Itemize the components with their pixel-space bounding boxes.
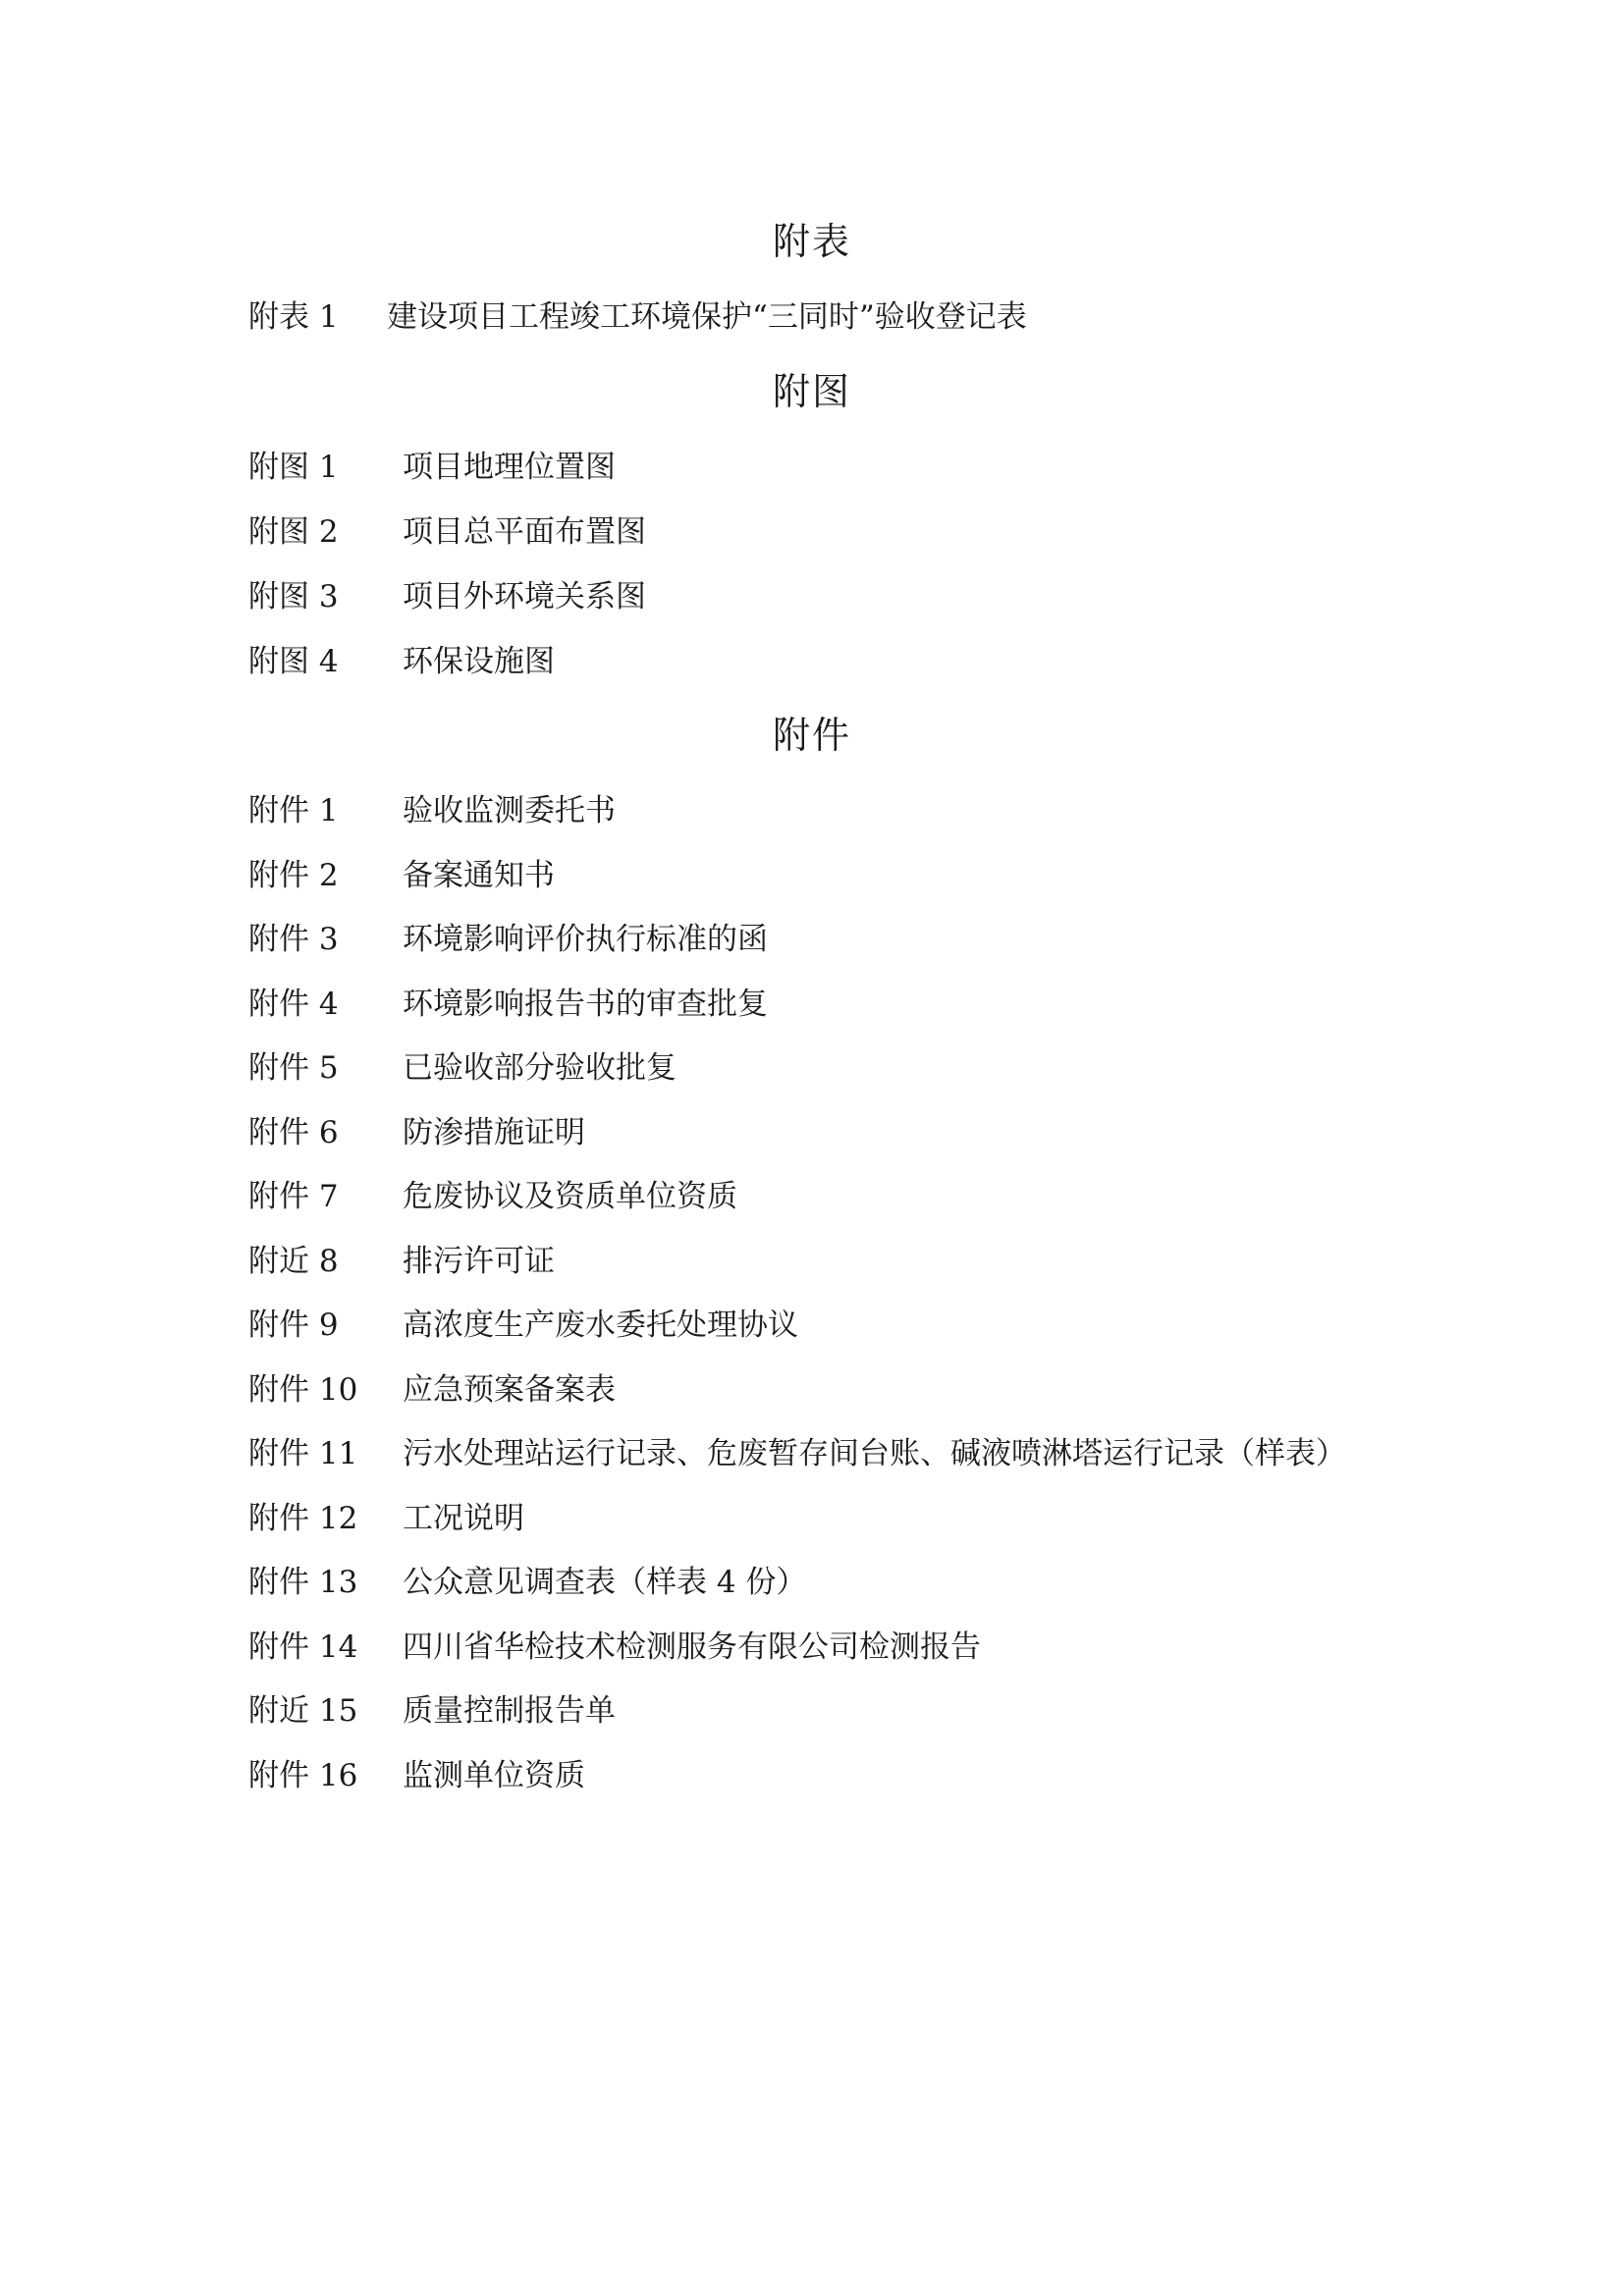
figure-entry (248, 642, 1584, 681)
entry-text: 环保设施图 (403, 644, 555, 679)
attachment-entry (248, 1691, 1584, 1731)
entry-text: 工况说明 (403, 1501, 524, 1536)
attachment-entry (248, 920, 1584, 959)
entry-label: 附件 16 (248, 1758, 358, 1793)
entry-label: 附件 9 (248, 1308, 339, 1343)
entry-text: 备案通知书 (403, 858, 555, 893)
entry-label: 附图 4 (248, 644, 339, 679)
entry-label: 附近 15 (248, 1693, 358, 1729)
attachment-entry (248, 1756, 1584, 1795)
section-title-tables: 附表 (772, 220, 851, 263)
figure-entry (248, 448, 1584, 487)
entry-text: 危废协议及资质单位资质 (403, 1179, 737, 1214)
entry-label: 附图 1 (248, 450, 339, 485)
attachment-entry (248, 1048, 1584, 1088)
entry-label: 附件 3 (248, 922, 339, 957)
attachment-entry (248, 791, 1584, 830)
entry-label: 附件 14 (248, 1629, 358, 1665)
entry-label: 附件 4 (248, 987, 339, 1022)
entry-text: 项目总平面布置图 (403, 514, 646, 550)
entry-text: 项目外环境关系图 (403, 579, 646, 614)
attachment-entry (248, 1113, 1584, 1152)
entry-label: 附件 2 (248, 858, 339, 893)
attachment-entry (248, 1370, 1584, 1410)
entry-label: 附件 13 (248, 1565, 358, 1600)
entry-text: 环境影响报告书的审查批复 (403, 987, 768, 1022)
attachment-entry (248, 1242, 1584, 1281)
attachment-entry (248, 985, 1584, 1024)
entry-text: 污水处理站运行记录、危废暂存间台账、碱液喷淋塔运行记录（样表） (403, 1436, 1346, 1471)
entry-text: 防渗措施证明 (403, 1115, 585, 1150)
entry-label: 附件 11 (248, 1436, 358, 1471)
entry-label: 附件 12 (248, 1501, 358, 1536)
entry-label: 附图 3 (248, 579, 339, 614)
entry-label: 附图 2 (248, 514, 339, 550)
attachment-entry (248, 1628, 1584, 1667)
attachment-entry (248, 1563, 1584, 1602)
entry-label: 附件 10 (248, 1372, 358, 1408)
entry-text: 四川省华检技术检测服务有限公司检测报告 (403, 1629, 981, 1665)
attachment-entry (248, 1499, 1584, 1538)
entry-text: 验收监测委托书 (403, 793, 616, 828)
entry-text: 排污许可证 (403, 1244, 555, 1279)
entry-label: 附件 6 (248, 1115, 339, 1150)
attachment-entry (248, 1434, 1584, 1473)
entry-text: 环境影响评价执行标准的函 (403, 922, 768, 957)
figure-entry (248, 577, 1584, 616)
entry-text: 高浓度生产废水委托处理协议 (403, 1308, 798, 1343)
attachment-entry (248, 1306, 1584, 1345)
entry-text: 已验收部分验收批复 (403, 1050, 677, 1086)
entry-text: 项目地理位置图 (403, 450, 616, 485)
entry-text: 质量控制报告单 (403, 1693, 616, 1729)
table-entry (248, 297, 1584, 337)
attachment-entry (248, 856, 1584, 895)
entry-label: 附件 7 (248, 1179, 339, 1214)
entry-label: 附件 1 (248, 793, 339, 828)
entry-text: 应急预案备案表 (403, 1372, 616, 1408)
section-title-figures: 附图 (772, 370, 851, 413)
attachment-entry (248, 1177, 1584, 1216)
section-title-attachments: 附件 (772, 714, 851, 757)
entry-text: 监测单位资质 (403, 1758, 585, 1793)
figure-entry (248, 512, 1584, 552)
entry-text: 公众意见调查表（样表 4 份） (403, 1565, 807, 1600)
entry-label: 附表 1 (248, 299, 339, 335)
entry-label: 附近 8 (248, 1244, 339, 1279)
entry-label: 附件 5 (248, 1050, 339, 1086)
entry-text: 建设项目工程竣工环境保护“三同时”验收登记表 (387, 299, 1027, 335)
